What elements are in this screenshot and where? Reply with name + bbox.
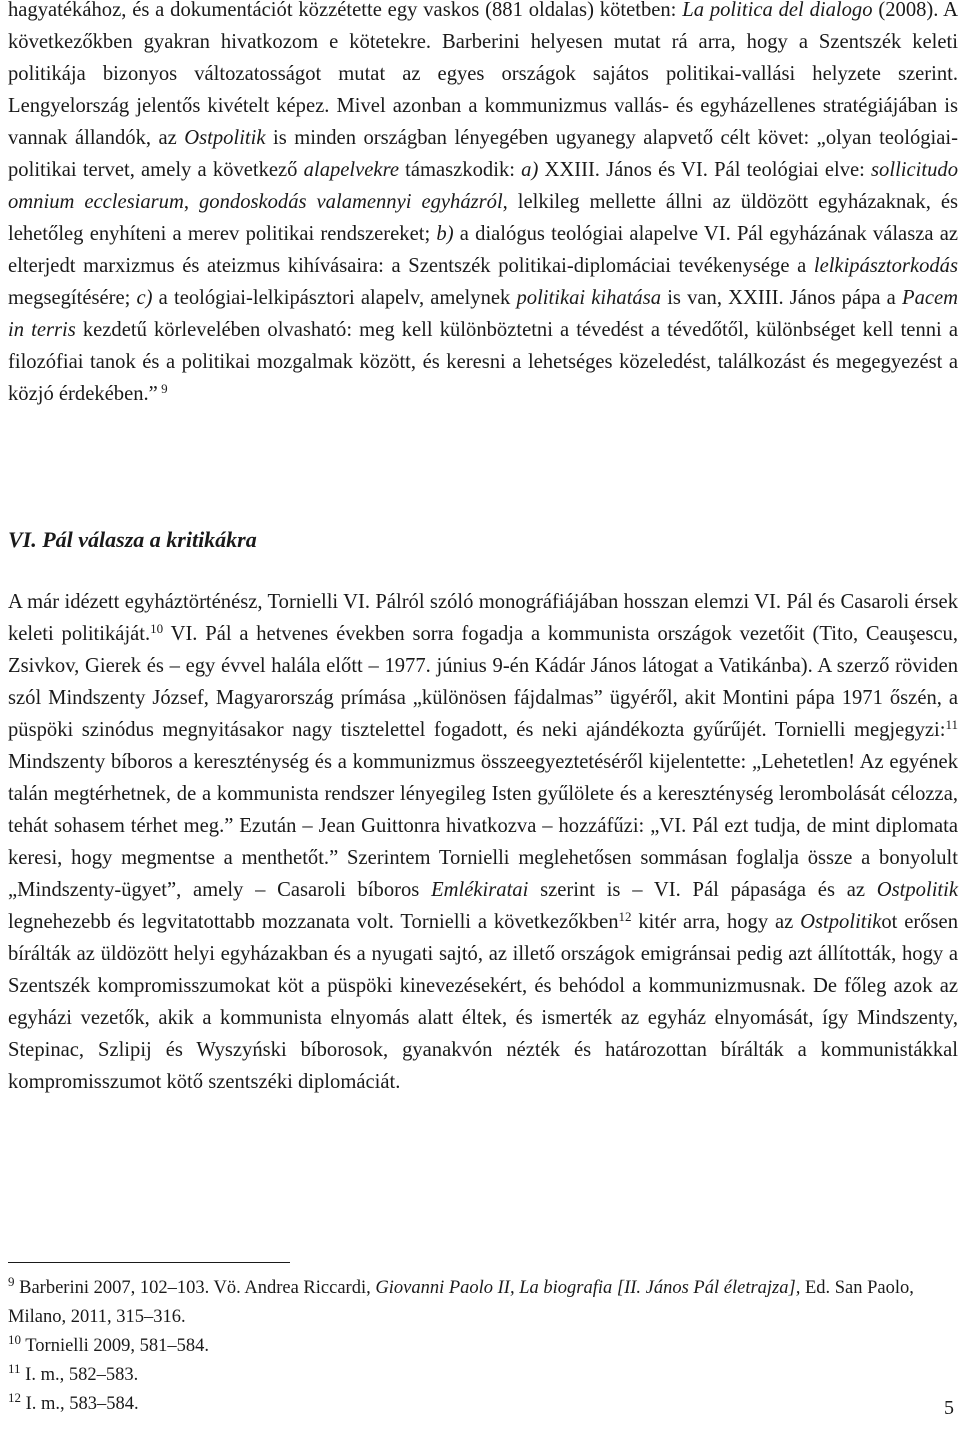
list-marker-italic: c) xyxy=(136,287,153,309)
text-run: ot erősen bírálták az üldözött helyi egyházakban és a nyugati sajtó, az illető országok emigránsai pedig azt állították, hogy a Szentszék kompromisszumokat köt a püspöki kinevezésekért, és behódol a kommunizmusnak. De főleg azok az egyházi vezetők, akik a kommunista elnyomás alatt éltek, és ismerték az egyház elnyomását, így Mindszenty, Stepinac, Szlipij és Wyszyński bíborosok, gyanakvón nézték és határozottan bírálták a kommunistákkal kompromisszumot kötő szentszéki diplomáciát. xyxy=(8,911,958,1093)
text-run: kitér arra, hogy az xyxy=(631,911,801,933)
text-run: , lelkileg mellette állni az üldözött egyházaknak, és lehetőleg enyhíteni a merev politikai rendszereket; xyxy=(8,191,958,245)
text-run: a dialógus teológiai alapelve VI. Pál egyházának válasza az elterjedt marxizmus és ateizmus kihívásaira: a Szentszék politikai-diplomáciai tevékenysége a xyxy=(8,223,958,277)
footnote-11 xyxy=(8,1361,958,1390)
book-title-italic: Emlékiratai xyxy=(431,879,529,901)
text-run: legnehezebb és legvitatottabb mozzanata volt. Tornielli a következőkben xyxy=(8,911,619,933)
term-italic: Ostpolitik xyxy=(800,911,882,933)
text-run: szerint is – VI. Pál pápasága és az xyxy=(528,879,877,901)
footnote-number: 10 xyxy=(8,1332,21,1347)
term-italic: Ostpolitik xyxy=(876,879,958,901)
footnote-text: Barberini 2007, 102–103. Vö. Andrea Riccardi, xyxy=(14,1278,376,1298)
body-paragraph-2 xyxy=(8,586,958,1098)
footnotes xyxy=(8,1274,958,1419)
section-heading: VI. Pál válasza a kritikákra xyxy=(8,527,257,552)
footnote-title-italic: Giovanni Paolo II, La biografia [II. János Pál életrajza], xyxy=(375,1278,801,1298)
page-number: 5 xyxy=(944,1397,954,1419)
latin-phrase-italic: sollicitudo omnium ecclesiarum xyxy=(8,159,958,213)
footnote-10 xyxy=(8,1332,958,1361)
encyclical-title-italic: Pacem in terris xyxy=(8,287,959,341)
footnote-text: I. m., 582–583. xyxy=(20,1365,139,1385)
text-run: kezdetű körlevelében olvasható: meg kell különböztetni a tévedést a tévedőtől, különbséget kell tenni a filozófiai tanok és a politikai mozgalmak között, és keresni a lehetséges közeledést, találkozást és megegyezést a közjó érdekében.” xyxy=(8,319,958,405)
term-italic: alapelvekre xyxy=(303,159,399,181)
footnote-text: I. m., 583–584. xyxy=(21,1394,139,1414)
text-run: támaszkodik: xyxy=(398,159,522,181)
footnote-separator xyxy=(8,1262,290,1263)
text-run: A már idézett egyháztörténész, Tornielli VI. Pálról szóló monográfiájában hosszan elemzi VI. Pál és Casaroli érsek keleti politikáját. xyxy=(8,591,958,645)
footnote-text: Ed. San Paolo, Milano, 2011, 315–316. xyxy=(8,1278,914,1327)
footnote-text: Tornielli 2009, 581–584. xyxy=(21,1336,209,1356)
phrase-italic: gondoskodás valamennyi egyházról xyxy=(199,191,503,213)
text-run: hagyatékához, és a dokumentációt közzétette egy vaskos (881 oldalas) kötetben: xyxy=(8,0,683,21)
footnote-number: 11 xyxy=(8,1361,21,1376)
text-run: XXIII. János és VI. Pál teológiai elve: xyxy=(538,159,872,181)
body-paragraph-1 xyxy=(8,0,958,410)
text-run: is minden országban lényegében ugyanegy alapvető célt követ: „olyan teológiai-politikai tervet, amely a következő xyxy=(8,127,958,181)
text-run: Mindszenty bíboros a kereszténység és a kommunizmus összeegyeztetéséről kijelentette: „Lehetetlen! Az egyének talán megtérhetnek, de a kommunista rendszer lényegileg Isten gyűlölete és a kereszténység lerombolását célozza, tehát sohasem térhet meg.” Ezután – Jean Guittonra hivatkozva – hozzáfűzi: „VI. Pál ezt tudja, de mint diplomata keresi, hogy megmentse a menthetőt.” Szerintem Tornielli meglehetősen sommásan foglalja össze a bonyolult „Mindszenty-ügyet”, amely – Casaroli bíboros xyxy=(8,751,958,901)
footnote-ref-12[interactable]: 12 xyxy=(618,909,632,924)
text-run: (2008). A következőkben gyakran hivatkozom e kötetekre. Barberini helyesen mutat rá arra, hogy a Szentszék keleti politikája bizonyos változatosságot mutat az egyes országok sajátos politikai-vallási helyzete szerint. Lengyelország jelentős kivételt képez. Mivel azonban a kommunizmus vallás- és egyházellenes stratégiájában is vannak állandók, az xyxy=(8,0,958,149)
book-title-italic: La politica del dialogo xyxy=(682,0,873,21)
text-run: , xyxy=(183,191,199,213)
footnote-ref-9[interactable]: 9 xyxy=(157,381,168,396)
text-run: a teológiai-lelkipásztori alapelv, amelynek xyxy=(152,287,517,309)
footnote-12 xyxy=(8,1390,958,1419)
list-marker-italic: b) xyxy=(436,223,454,245)
term-italic: lelkipásztorkodás xyxy=(813,255,958,277)
footnote-number: 9 xyxy=(8,1274,15,1289)
text-run: megsegítésére; xyxy=(8,287,137,309)
term-italic: Ostpolitik xyxy=(184,127,266,149)
phrase-italic: politikai kihatása xyxy=(516,287,662,309)
footnote-ref-10[interactable]: 10 xyxy=(150,621,164,636)
text-run: is van, XXIII. János pápa a xyxy=(661,287,902,309)
footnote-9 xyxy=(8,1274,958,1332)
list-marker-italic: a) xyxy=(521,159,539,181)
footnote-number: 12 xyxy=(8,1390,21,1405)
footnote-ref-11[interactable]: 11 xyxy=(945,717,958,732)
text-run: VI. Pál a hetvenes években sorra fogadja a kommunista országok vezetőit (Tito, Ceauşescu, Zsivkov, Gierek és – egy évvel halála előtt – 1977. június 9-én Kádár János látogat a Vatikánba). A szerző röviden szól Mindszenty József, Magyarország prímása „különösen fájdalmas” ügyéről, akit Montini pápa 1971 őszén, a püspöki szinódus megnyitásakor nagy tisztelettel fogadott, és neki ajándékozta gyűrűjét. Tornielli megjegyzi: xyxy=(8,623,958,741)
